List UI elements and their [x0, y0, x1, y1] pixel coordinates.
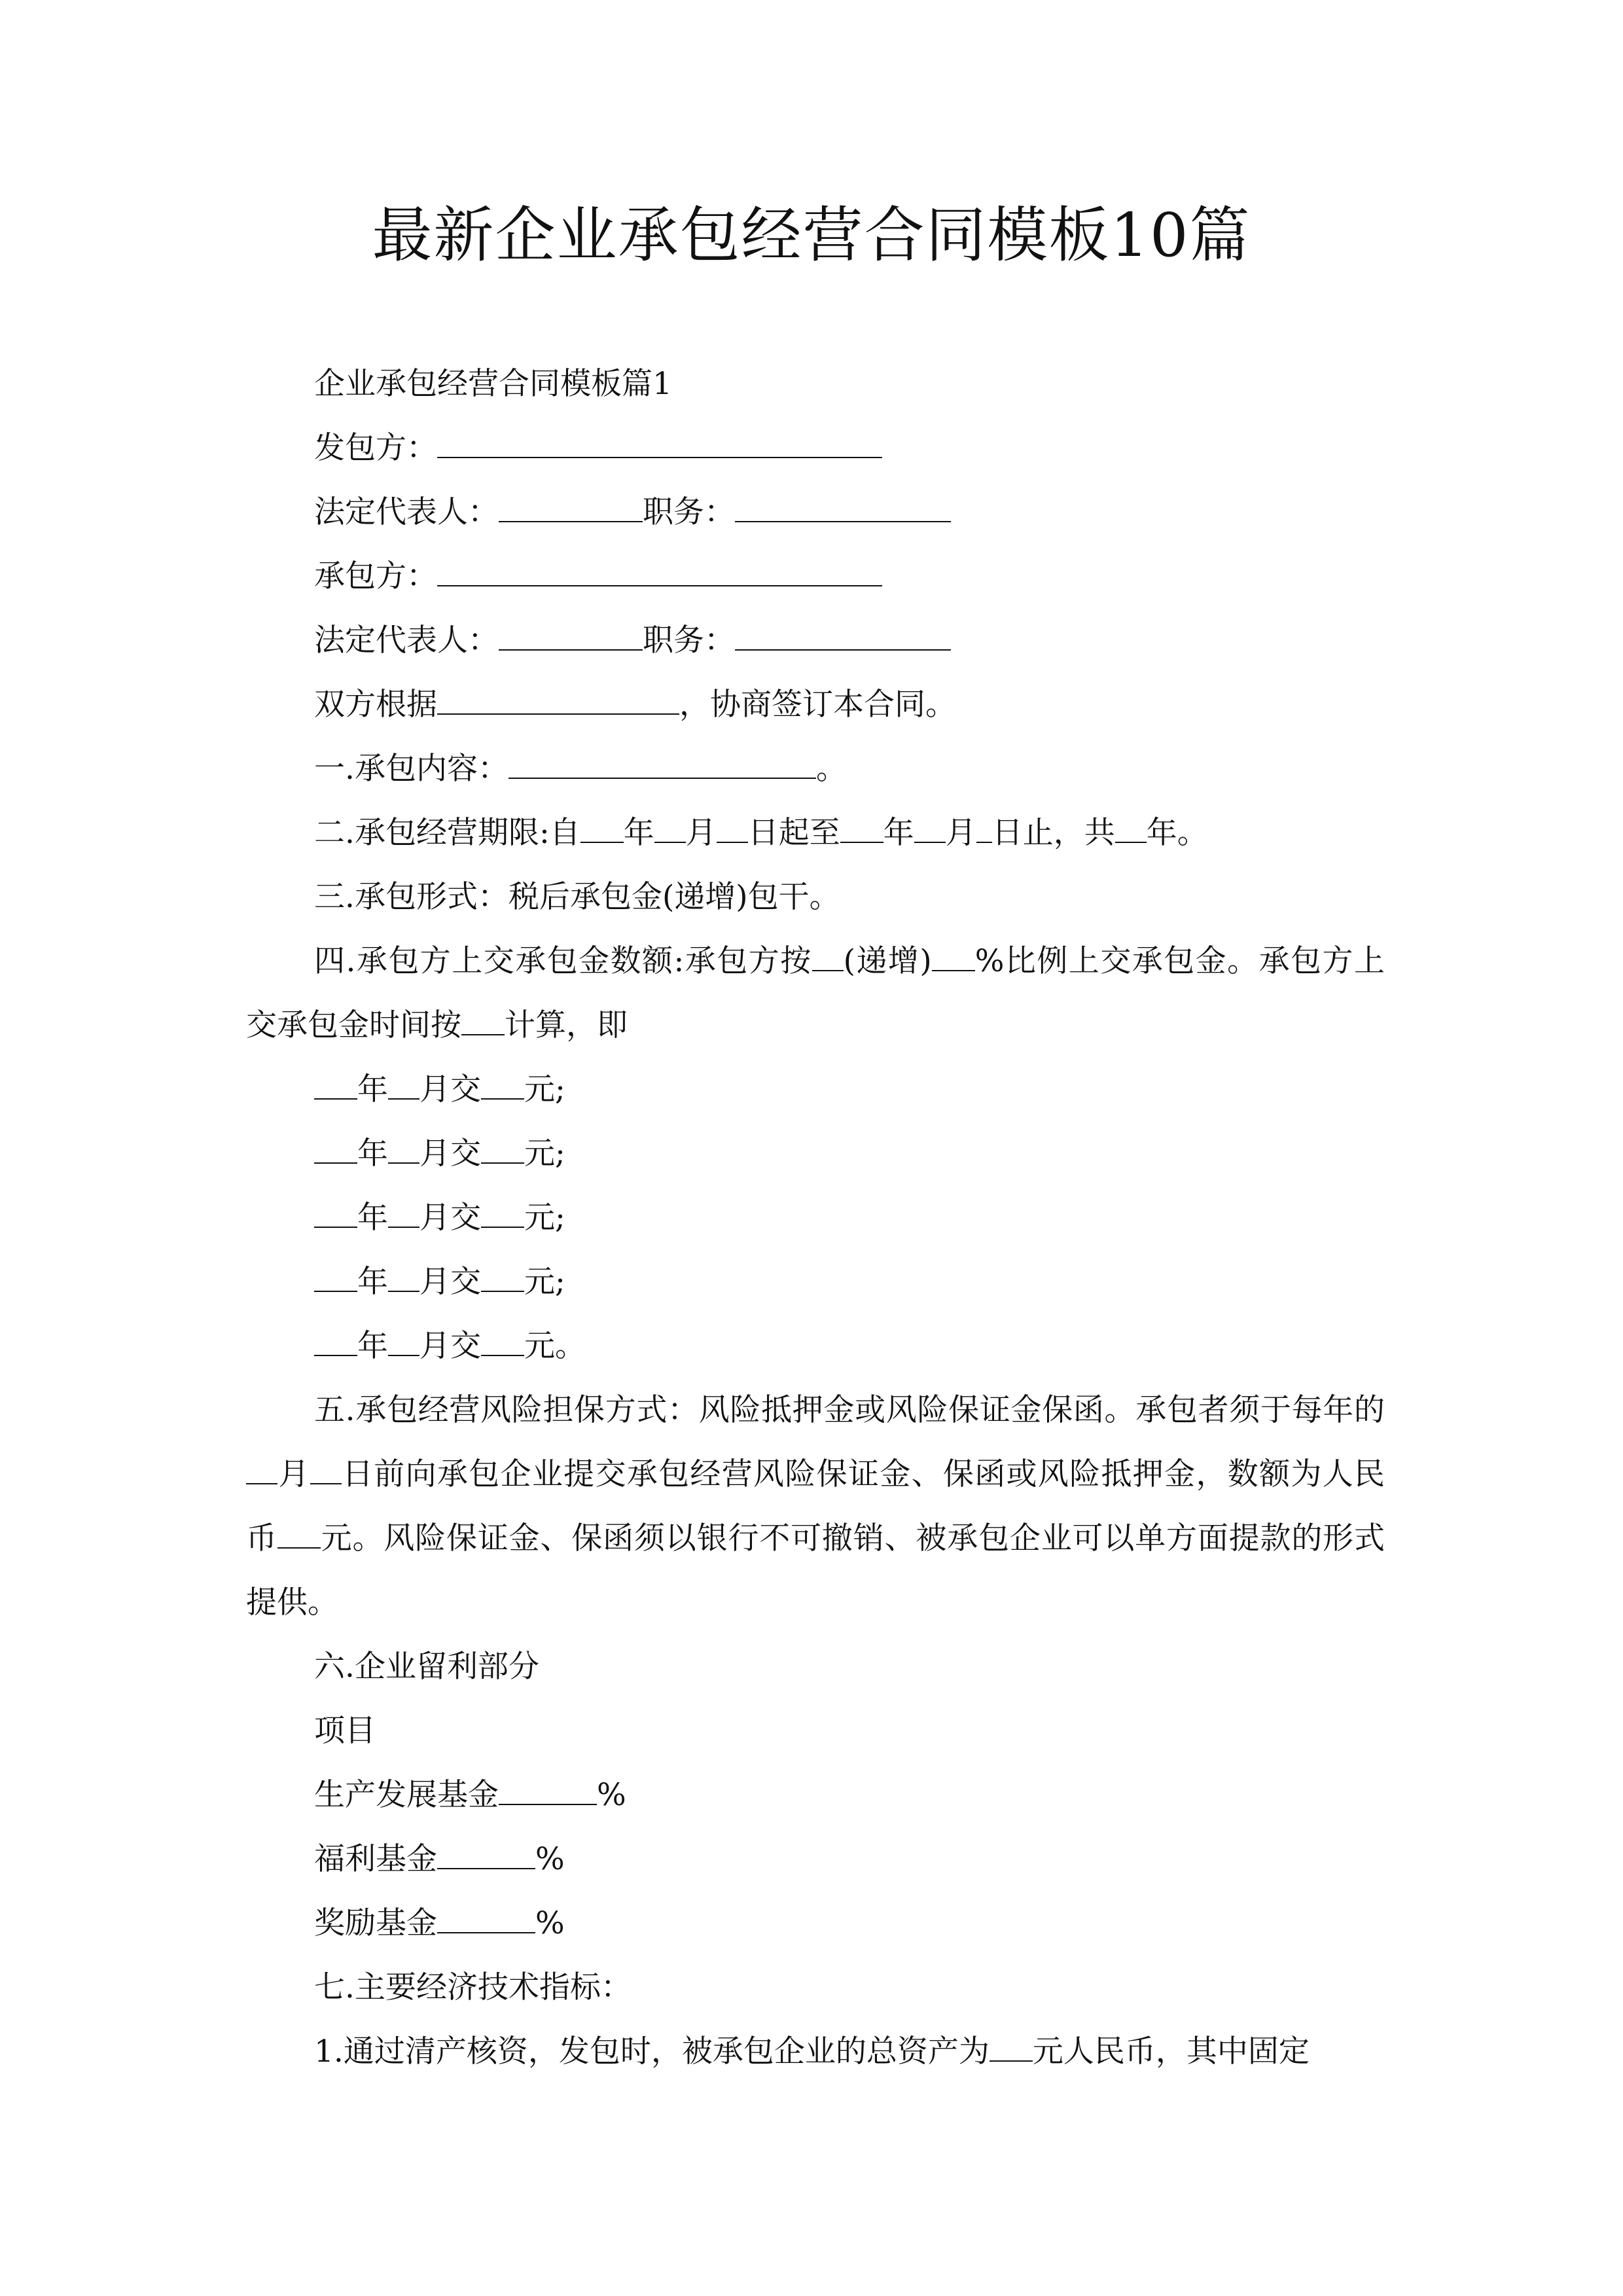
- clause-2-text: 日止，共: [991, 815, 1115, 851]
- blank: [314, 1135, 357, 1164]
- clause-7-1-text: 1.通过清产核资，发包时，被承包企业的总资产为: [314, 2034, 990, 2070]
- blank: [388, 1263, 419, 1292]
- clause-7-1: [246, 2020, 1385, 2084]
- clause-5-text: 日前向承包企业提交承包经营风险保证金、保函或风险抵押金，数额为人民币: [246, 1456, 1385, 1556]
- fund-row: [246, 1892, 1385, 1956]
- clause-2-text: 年。: [1146, 815, 1208, 851]
- basis-suffix: ，协商签订本合同。: [679, 687, 956, 723]
- blank: [388, 1199, 419, 1228]
- clause-5: [246, 1378, 1385, 1635]
- blank: [812, 942, 844, 971]
- fund-name: 福利基金: [314, 1841, 437, 1877]
- blank: [976, 814, 992, 843]
- party-a-rep-line: [246, 480, 1385, 545]
- document-body: [246, 352, 1385, 2084]
- payment-month-label: 月交: [419, 1328, 481, 1364]
- fund-name: 生产发展基金: [314, 1777, 499, 1813]
- payment-month-label: 月交: [419, 1071, 481, 1107]
- payment-row: [246, 1314, 1385, 1378]
- clause-1-blank: [508, 750, 816, 779]
- clause-7-1-text: 元人民币，其中固定: [1032, 2034, 1310, 2070]
- document-title: 最新企业承包经营合同模板10篇: [372, 200, 1251, 270]
- party-a-rep-blank: [499, 493, 643, 522]
- payment-year-label: 年: [357, 1136, 388, 1172]
- blank: [461, 1007, 505, 1035]
- blank: [310, 1456, 342, 1484]
- basis-line: [246, 673, 1385, 737]
- clause-4-text: 计算，即: [505, 1007, 628, 1043]
- blank: [990, 2033, 1033, 2062]
- blank: [388, 1327, 419, 1356]
- clause-2-text: 日起至: [747, 815, 840, 851]
- payment-year-label: 年: [357, 1200, 388, 1236]
- party-a-position-label: 职务：: [643, 494, 735, 530]
- clause-4-text: (递增): [843, 943, 932, 979]
- party-b-position-blank: [735, 622, 951, 651]
- blank: [481, 1263, 524, 1292]
- clause-5-text: 月: [277, 1456, 310, 1492]
- payment-unit-label: 元。: [524, 1328, 586, 1364]
- basis-prefix: 双方根据: [314, 687, 437, 723]
- payment-month-label: 月交: [419, 1264, 481, 1300]
- clause-2-text: 月: [945, 815, 976, 851]
- blank: [388, 1071, 419, 1100]
- payment-unit-label: 元;: [524, 1136, 565, 1172]
- payment-month-label: 月交: [419, 1136, 481, 1172]
- blank: [314, 1263, 357, 1292]
- party-b-rep-blank: [499, 622, 643, 651]
- blank: [481, 1071, 524, 1100]
- clause-2-text: 年: [883, 815, 914, 851]
- party-b-blank: [437, 558, 882, 586]
- fund-row: [246, 1763, 1385, 1827]
- fund-unit: %: [597, 1777, 626, 1813]
- blank: [654, 814, 686, 843]
- payment-row: [246, 1186, 1385, 1250]
- clause-5-text: 五.承包经营风险担保方式：风险抵押金或风险保证金保函。承包者须于每年的: [314, 1392, 1385, 1428]
- payment-row: [246, 1250, 1385, 1314]
- party-b-label: 承包方：: [314, 558, 437, 594]
- payment-year-label: 年: [357, 1071, 388, 1107]
- clause-2-text: 二.承包经营期限:自: [314, 815, 580, 851]
- blank: [388, 1135, 419, 1164]
- clause-2-text: 月: [685, 815, 717, 851]
- clause-4-text: %比例上交承包金。承包方上交承包金时间按: [246, 943, 1385, 1043]
- section-heading: 企业承包经营合同模板篇1: [314, 366, 672, 402]
- clause-4: [246, 929, 1385, 1058]
- payment-unit-label: 元;: [524, 1200, 565, 1236]
- item-label: 项目: [314, 1713, 376, 1749]
- fund-name: 奖励基金: [314, 1905, 437, 1941]
- fund-row: [246, 1827, 1385, 1892]
- blank: [437, 1905, 535, 1933]
- clause-2-text: 年: [623, 815, 654, 851]
- payment-unit-label: 元;: [524, 1264, 565, 1300]
- blank: [580, 814, 624, 843]
- blank: [481, 1199, 524, 1228]
- blank: [246, 1456, 277, 1484]
- clause-2: [246, 801, 1385, 865]
- blank: [481, 1327, 524, 1356]
- party-a-position-blank: [735, 493, 951, 522]
- basis-blank: [437, 686, 679, 715]
- blank: [481, 1135, 524, 1164]
- party-a-blank: [437, 429, 882, 458]
- payment-row: [246, 1058, 1385, 1122]
- blank: [840, 814, 883, 843]
- blank: [277, 1520, 321, 1549]
- blank: [437, 1840, 535, 1869]
- clause-3: 三.承包形式：税后承包金(递增)包干。: [314, 879, 840, 915]
- blank: [499, 1776, 597, 1805]
- blank: [314, 1071, 357, 1100]
- blank: [1115, 814, 1147, 843]
- party-b-position-label: 职务：: [643, 622, 735, 658]
- fund-unit: %: [535, 1841, 565, 1877]
- payment-row: [246, 1122, 1385, 1186]
- clause-7: 七.主要经济技术指标：: [314, 1969, 632, 2005]
- clause-4-text: 四.承包方上交承包金数额:承包方按: [314, 943, 812, 979]
- party-a-rep-label: 法定代表人：: [314, 494, 499, 530]
- clause-1-suffix: 。: [815, 751, 847, 787]
- clause-6: 六.企业留利部分: [314, 1649, 539, 1685]
- party-a-line: [246, 416, 1385, 480]
- fund-unit: %: [535, 1905, 565, 1941]
- clause-5-text: 元。风险保证金、保函须以银行不可撤销、被承包企业可以单方面提款的形式提供。: [246, 1520, 1385, 1621]
- blank: [717, 814, 748, 843]
- party-a-label: 发包方：: [314, 430, 437, 466]
- blank: [314, 1327, 357, 1356]
- clause-1-prefix: 一.承包内容：: [314, 751, 508, 787]
- payment-year-label: 年: [357, 1264, 388, 1300]
- blank: [314, 1199, 357, 1228]
- party-b-rep-line: [246, 609, 1385, 673]
- party-b-rep-label: 法定代表人：: [314, 622, 499, 658]
- payment-unit-label: 元;: [524, 1071, 565, 1107]
- blank: [932, 942, 975, 971]
- party-b-line: [246, 545, 1385, 609]
- payment-year-label: 年: [357, 1328, 388, 1364]
- blank: [914, 814, 946, 843]
- payment-month-label: 月交: [419, 1200, 481, 1236]
- clause-1: [246, 737, 1385, 801]
